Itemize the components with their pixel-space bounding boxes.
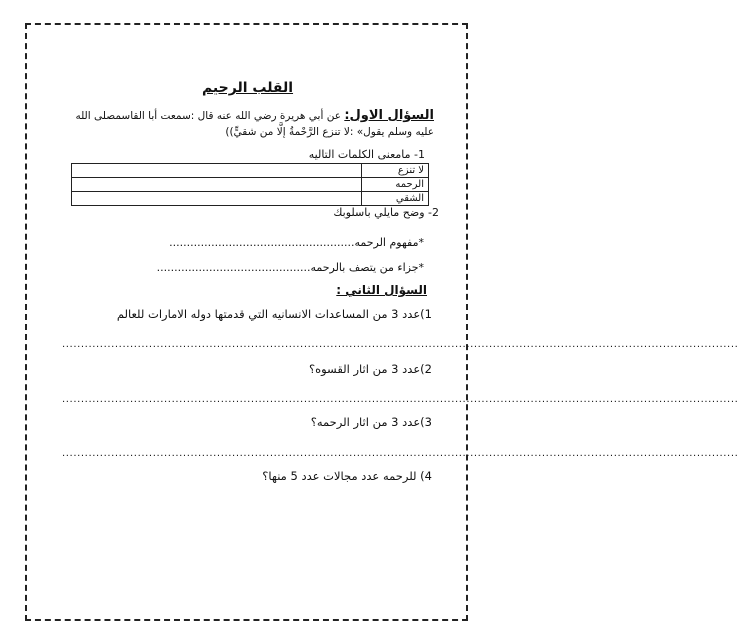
word-meaning-prompt: 1- مامعنى الكلمات التاليه xyxy=(308,148,425,161)
word-cell: الرحمه xyxy=(362,178,429,192)
page-title: القلب الرحيم xyxy=(201,80,294,96)
question-1 xyxy=(54,108,434,140)
question-2-heading: السؤال الثاني : xyxy=(336,283,427,297)
answer-line[interactable]: ................................................................................................................................................................................... xyxy=(62,394,738,405)
answer-line[interactable]: ................................................................................................................................................................................... xyxy=(62,339,738,350)
q2-item-3: 3)عدد 3 من اثار الرحمه؟ xyxy=(310,415,432,429)
answer-cell[interactable] xyxy=(72,164,362,178)
word-cell: لا تنزع xyxy=(362,164,429,178)
mercy-reward-item: *جزاء من يتصف بالرحمه............................................ xyxy=(156,261,424,274)
word-meaning-table xyxy=(71,163,429,206)
mercy-concept-item: *مفهوم الرحمه..................................................... xyxy=(169,236,424,249)
word-cell: الشقي xyxy=(362,192,429,206)
hadith-text: عن أبي هريرة رضي الله عنه قال :سمعت أبا القاسمصلى الله عليه وسلم يقول» :لا تنزع الرَّحْمةُ إلَّا من شقيٍّ)) xyxy=(75,110,434,138)
q2-item-2: 2)عدد 3 من اثار القسوه؟ xyxy=(308,362,432,376)
answer-cell[interactable] xyxy=(72,192,362,206)
answer-cell[interactable] xyxy=(72,178,362,192)
answer-line[interactable]: ................................................................................................................................................................................... xyxy=(62,448,738,459)
explain-prompt: 2- وضح مايلي باسلوبك xyxy=(333,206,439,219)
q2-item-4: 4) للرحمه عدد مجالات عدد 5 منها؟ xyxy=(262,469,432,483)
question-1-heading: السؤال الاول: xyxy=(344,108,434,123)
q2-item-1: 1)عدد 3 من المساعدات الانسانيه التي قدمتها دوله الامارات للعالم xyxy=(116,307,432,321)
